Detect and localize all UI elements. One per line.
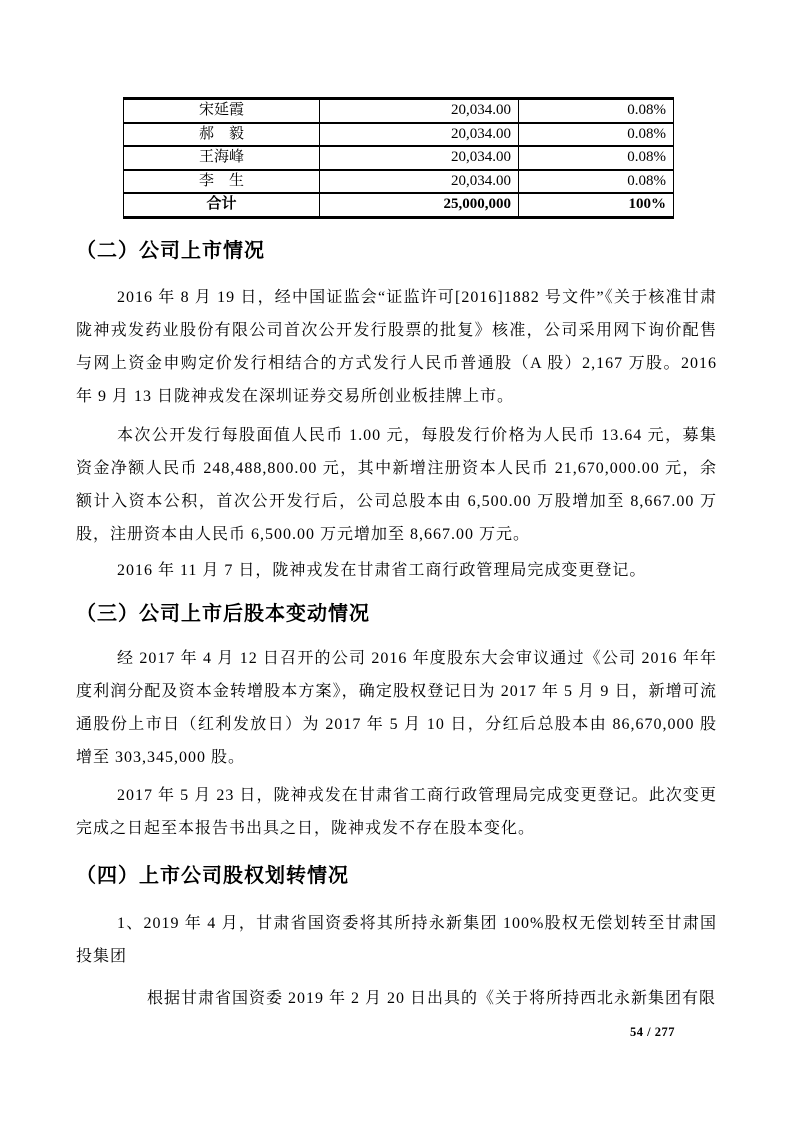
holder-name: 宋延霞 (124, 99, 320, 123)
paragraph-dividend-plan: 经 2017 年 4 月 12 日召开的公司 2016 年度股东大会审议通过《公司 2016 年年度利润分配及资本金转增股本方案》，确定股权登记日为 2017 年 5 月 9 日，新增可流通股份上市日（红利发放日）为 2017 年 5 月 10 日，分红后总股本由 86,670,000 股增至 303,345,000 股。 (76, 650, 717, 766)
paragraph-ipo-proceeds: 本次公开发行每股面值人民币 1.00 元，每股发行价格为人民币 13.64 元，募集资金净额人民币 248,488,800.00 元，其中新增注册资本人民币 21,670,000.00 元，余额计入资本公积，首次公开发行后，公司总股本由 6,500.00 万股增加至 8,667.00 万股，注册资本由人民币 6,500.00 万元增加至 8,667.00 万元。 (76, 427, 717, 543)
page-number: 54 / 277 (630, 1025, 675, 1039)
holder-ratio: 0.08% (519, 123, 674, 147)
holder-name: 王海峰 (124, 146, 320, 170)
table-row (124, 99, 674, 123)
section-heading-listing: （二）公司上市情况 (76, 240, 265, 262)
holder-name: 郝 毅 (124, 123, 320, 147)
table-row (124, 146, 674, 170)
total-ratio: 100% (519, 193, 674, 217)
holder-ratio: 0.08% (519, 146, 674, 170)
paragraph-registration-2017: 2017 年 5 月 23 日，陇神戎发在甘肃省工商行政管理局完成变更登记。此次变更完成之日起至本报告书出具之日，陇神戎发不存在股本变化。 (76, 787, 717, 837)
paragraph-ipo-approval: 2016 年 8 月 19 日，经中国证监会“证监许可[2016]1882 号文件”《关于核准甘肃陇神戎发药业股份有限公司首次公开发行股票的批复》核准，公司采用网下询价配售与网上资金申购定价发行相结合的方式发行人民币普通股（A 股）2,167 万股。2016 年 9 月 13 日陇神戎发在深圳证券交易所创业板挂牌上市。 (76, 289, 717, 405)
holder-ratio: 0.08% (519, 170, 674, 194)
holder-amount: 20,034.00 (320, 170, 519, 194)
holder-amount: 20,034.00 (320, 99, 519, 123)
section-heading-equity-transfer: （四）上市公司股权划转情况 (76, 865, 349, 887)
table-row (124, 170, 674, 194)
paragraph-registration-2016: 2016 年 11 月 7 日，陇神戎发在甘肃省工商行政管理局完成变更登记。 (117, 562, 647, 579)
paragraph-transfer-item-1: 1、2019 年 4 月，甘肃省国资委将其所持永新集团 100%股权无偿划转至甘肃国投集团 (76, 915, 717, 965)
shareholders-table (123, 97, 674, 219)
holder-amount: 20,034.00 (320, 123, 519, 147)
paragraph-transfer-basis: 根据甘肃省国资委 2019 年 2 月 20 日出具的《关于将所持西北永新集团有限 (147, 990, 717, 1007)
table-total-row (124, 193, 674, 217)
table-row (124, 123, 674, 147)
total-amount: 25,000,000 (320, 193, 519, 217)
holder-ratio: 0.08% (519, 99, 674, 123)
total-label: 合计 (124, 193, 320, 217)
holder-amount: 20,034.00 (320, 146, 519, 170)
holder-name: 李 生 (124, 170, 320, 194)
section-heading-share-changes: （三）公司上市后股本变动情况 (76, 603, 370, 625)
